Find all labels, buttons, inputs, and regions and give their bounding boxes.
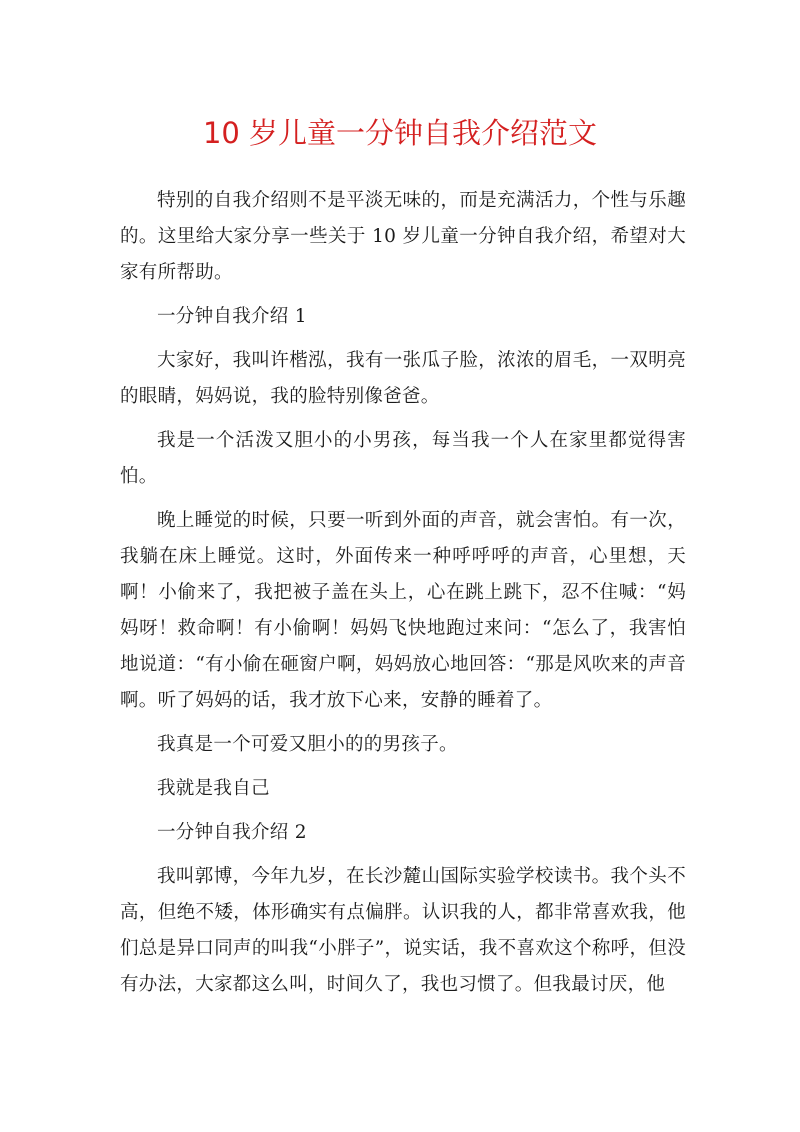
body-paragraph: 我就是我自己 (157, 778, 270, 799)
section-heading-1: 一分钟自我介绍 1 (157, 306, 307, 327)
document-title: 10 岁儿童一分钟自我介绍范文 (202, 116, 598, 150)
body-paragraph: 我叫郭博，今年九岁，在长沙麓山国际实验学校读书。我个头不高，但绝不矮，体形确实有点偏胖。认识我的人，都非常喜欢我，他们总是异口同声的叫我“小胖子”，说实话，我不喜欢这个称呼，但没有办法，大家都这么叫，时间久了，我也习惯了。但我最讨厌，他 (120, 866, 686, 995)
body-paragraph: 大家好，我叫许楷泓，我有一张瓜子脸，浓浓的眉毛，一双明亮的眼睛，妈妈说，我的脸特别像爸爸。 (120, 350, 686, 407)
intro-paragraph: 特别的自我介绍则不是平淡无味的，而是充满活力，个性与乐趣的。这里给大家分享一些关于 10 岁儿童一分钟自我介绍，希望对大家有所帮助。 (120, 190, 686, 283)
body-paragraph: 我真是一个可爱又胆小的的男孩子。 (157, 734, 458, 755)
document-body (120, 183, 686, 1011)
section-heading-2: 一分钟自我介绍 2 (157, 822, 307, 843)
body-paragraph: 晚上睡觉的时候，只要一听到外面的声音，就会害怕。有一次，我躺在床上睡觉。这时，外面传来一种呼呼呼的声音，心里想，天啊！小偷来了，我把被子盖在头上，心在跳上跳下，忍不住喊：“妈妈呀！救命啊！有小偷啊！妈妈飞快地跑过来问：“怎么了，我害怕地说道：“有小偷在砸窗户啊，妈妈放心地回答：“那是风吹来的声音啊。听了妈妈的话，我才放下心来，安静的睡着了。 (120, 510, 686, 711)
body-paragraph: 我是一个活泼又胆小的小男孩，每当我一个人在家里都觉得害怕。 (120, 430, 686, 487)
